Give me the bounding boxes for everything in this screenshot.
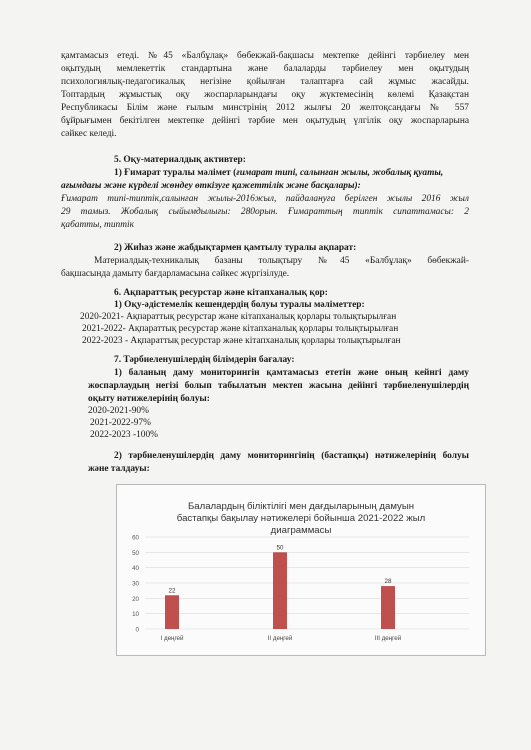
y-tick-label: 30 — [132, 580, 139, 588]
paragraph-line: психологиялық-педагогикалық негізіне қойылған талаптарға сай жұмыс жасайды. — [61, 77, 469, 87]
paragraph-line: Топтардың жұмыстық оқу жоспарларындағы оқу жүктемесінің көлемі Қазақстан — [61, 90, 469, 100]
monitoring-line: жоспарлаудың негізі болып табылатын мектеп жасына дейінгі тәрбиеленушілердің — [88, 381, 469, 391]
y-tick-label: 10 — [132, 611, 139, 619]
equipment-line: Материалдық-техникалық базаны толықтыру №45 «Балбұлақ» бөбекжай- — [94, 256, 469, 266]
building-info-line: қабатты, типтік — [61, 220, 134, 230]
section-6-sub1: 1) Оқу-әдістемелік кешендердің болуы туралы мәліметтер: — [114, 300, 365, 310]
analysis-line: және талдауы: — [88, 464, 150, 474]
section-5-sub1-cont: ағымдағы және күрделі жөндеу өткізуге қажеттілік және басқалары): — [61, 181, 361, 191]
bar — [165, 595, 179, 629]
y-tick-label: 20 — [132, 595, 139, 603]
chart-title-line: диаграммасы — [270, 525, 332, 536]
resource-line: 2021-2022- Ақпараттық ресурстар және кітапханалық қорлары толықтырылған — [82, 324, 399, 334]
section-5-heading: 5. Оқу-материалдық активтер: — [114, 155, 246, 165]
bar — [273, 552, 287, 629]
y-tick-label: 0 — [135, 626, 139, 634]
x-tick-label: III деңгей — [374, 635, 402, 642]
data-label: 50 — [276, 544, 284, 552]
monitoring-line: 1) баланың даму мониторингін қамтамасыз ететін және оның кейнгі даму — [114, 368, 469, 378]
paragraph-line: оқытудың мемлекеттік стандартына және балаларды тәрбиелеу мен оқытудың — [61, 64, 469, 74]
bar — [381, 586, 395, 629]
chart-title-line: Балалардың біліктілігі мен дағдыларының дамуын — [187, 501, 415, 512]
sub1-label: 1) Ғимарат туралы мәлімет ( — [114, 168, 237, 178]
data-label: 28 — [384, 578, 392, 586]
section-5-sub1 — [114, 167, 443, 180]
x-tick-label: II деңгей — [267, 635, 293, 642]
bar-chart — [116, 484, 486, 656]
year-result: 2022-2023 -100% — [90, 430, 158, 440]
monitoring-line: оқыту нәтижелерінің болуы: — [88, 394, 210, 404]
paragraph-line: Республикасы Білім және ғылым минстрінің 2012 жылғы 20 желтоқсандағы № 557 — [61, 103, 469, 113]
y-tick-label: 50 — [132, 549, 139, 557]
chart-title-line: бастапқы бақылау нәтижелері бойынша 2021-2022 жыл — [176, 513, 426, 524]
section-6-heading: 6. Ақпараттық ресурстар және кітапханалық қор: — [114, 288, 328, 298]
equipment-line: бақшасында дамыту бағдарламасына сәйкес жүргізілуде. — [61, 269, 290, 279]
sub1-italic: ғимарат типі, салынған жылы, жобалық қуаты, — [236, 168, 444, 178]
paragraph-line: қамтамасыз етеді. №45 «Балбұлақ» бөбекжай-бақшасы мектепке дейінгі тәрбиелеу мен — [61, 51, 469, 61]
building-info-line: 29 тамыз. Жобалық сыйымдылығы: 280орын. Ғимараттың типтік сипаттамасы: 2 — [61, 207, 469, 217]
year-result: 2021-2022-97% — [90, 418, 151, 428]
resource-line: 2022-2023 - Ақпараттық ресурстар және кітапханалық қорлары толықтырылған — [82, 336, 401, 346]
year-result: 2020-2021-90% — [88, 406, 149, 416]
y-tick-label: 60 — [132, 534, 139, 542]
data-label: 22 — [168, 587, 176, 595]
resource-line: 2020-2021- Ақпараттық ресурстар және кітапханалық қорлары толықтырылған — [80, 312, 397, 322]
y-tick-label: 40 — [132, 565, 139, 573]
section-7-heading: 7. Тәрбиеленушілердің білімдерін бағалау: — [114, 355, 295, 365]
chart-plot — [117, 485, 485, 655]
paragraph-line: сәйкес келеді. — [61, 129, 117, 139]
analysis-line: 2) тәрбиеленушілердің даму мониторингінің (бастапқы) нәтижелерінің болуы — [114, 451, 469, 461]
building-info-line: Ғимарат типі-типтік,салынған жылы-2016жыл, пайдалануға берілген жылы 2016 жыл — [61, 194, 469, 204]
x-tick-label: I деңгей — [160, 635, 184, 642]
section-5-sub2: 2) Жиһаз және жабдықтармен қамтылу туралы ақпарат: — [114, 243, 357, 253]
paragraph-line: бұйрығымен бекітілген мектепке дейінгі тәрбие мен оқытудың үлгілік оқу жоспарларына — [61, 116, 469, 126]
